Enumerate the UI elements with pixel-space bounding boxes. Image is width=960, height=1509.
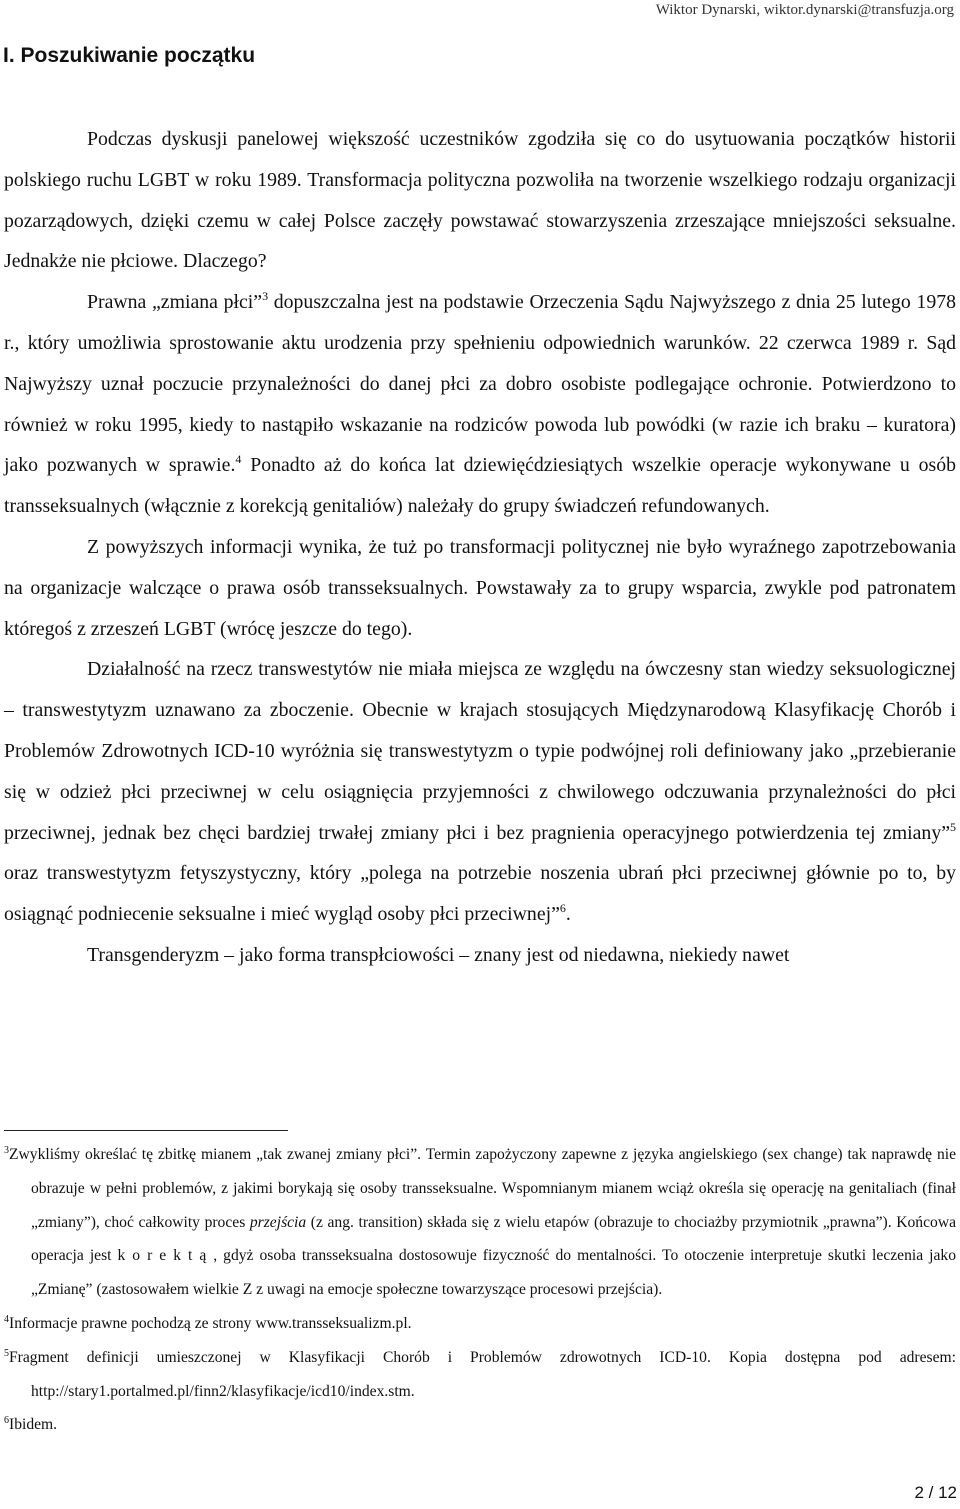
footnote-3-text-c: , gdyż osoba transseksualna dostosowuje fizyczność do mentalności. To otoczenie interpretuje skutki leczenia jako „Zmianę” (zastosowałem wielkie Z z uwagi na emocje społeczne towarzyszące procesowi przejścia). — [31, 1247, 956, 1299]
footnote-3-spaced-word: korektą — [117, 1247, 214, 1265]
footnote-4-number: 4 — [4, 1313, 9, 1325]
paragraph-2 — [4, 282, 956, 527]
paragraph-5: Transgenderyzm – jako forma transpłciowości – znany jest od niedawna, niekiedy nawet — [87, 943, 790, 966]
footnote-ref-3: 3 — [262, 289, 269, 304]
footnote-ref-4: 4 — [235, 452, 242, 467]
footnote-4-text: Informacje prawne pochodzą ze strony www.transseksualizm.pl. — [9, 1314, 412, 1332]
footnote-5 — [4, 1341, 956, 1409]
paragraph-2-text-b: dopuszczalna jest na podstawie Orzeczenia Sądu Najwyższego z dnia 25 lutego 1978 r., który umożliwia sprostowanie aktu urodzenia przy spełnieniu odpowiednich warunków. 22 czerwca 1989 r. Sąd Najwyższy uznał poczucie przynależności do danej płci za dobro osobiste podlegające ochronie. Potwierdzono to również w roku 1995, kiedy to nastąpiło wskazanie na rodziców powoda lub powódki (w razie ich braku – kuratora) jako pozwanych w sprawie. — [4, 291, 956, 477]
footnotes — [4, 1138, 956, 1442]
footnote-4 — [4, 1307, 956, 1341]
paragraph-4-text-c: . — [565, 903, 571, 926]
footnote-5-text: Fragment definicji umieszczonej w Klasyfikacji Chorób i Problemów zdrowotnych ICD-10. Kopia dostępna pod adresem: http://stary1.portalmed.pl/finn2/klasyfikacje/icd10/index.stm. — [9, 1348, 956, 1400]
footnote-ref-6: 6 — [559, 901, 566, 916]
footnote-3-text-b: (z ang. transition) składa się z wielu etapów (obrazuje to chociażby przymiotnik „prawna”). Końcowa operacja jest — [31, 1213, 956, 1265]
footnote-separator — [4, 1130, 288, 1131]
footnote-ref-5: 5 — [950, 819, 956, 834]
footnote-3-text-a: Zwykliśmy określać tę zbitkę mianem „tak zwanej zmiany płci”. Termin zapożyczony zapewne z języka angielskiego (sex change) tak naprawdę nie obrazuje w pełni problemów, z jakimi borykają się osoby transseksualne. Wspomnianym mianem wciąż określa się operację na genitaliach (finał „zmiany”), choć całkowity proces — [9, 1146, 956, 1231]
footnote-6-text: Ibidem. — [9, 1416, 58, 1434]
paragraph-4 — [4, 649, 956, 935]
paragraph-4-text-b: oraz transwestytyzm fetyszystyczny, który „polega na potrzebie noszenia ubrań płci przeciwnej głównie po to, by osiągnąć podniecenie seksualne i mieć wygląd osoby płci przeciwnej” — [4, 862, 956, 926]
footnote-3-italic: przejścia — [249, 1213, 307, 1231]
footnote-3 — [4, 1138, 956, 1307]
main-text — [4, 119, 956, 976]
paragraph-2-text-c: Ponadto aż do końca lat dziewięćdziesiątych wszelkie operacje wykonywane u osób transseksualnych (włącznie z korekcją genitaliów) należały do grupy świadczeń refundowanych. — [4, 454, 956, 518]
footnote-6-number: 6 — [4, 1415, 9, 1427]
footnote-3-number: 3 — [4, 1145, 9, 1156]
paragraph-1: Podczas dyskusji panelowej większość uczestników zgodziła się co do usytuowania początków historii polskiego ruchu LGBT w roku 1989. Transformacja polityczna pozwoliła na tworzenie wszelkiego rodzaju organizacji pozarządowych, dzięki czemu w całej Polsce zaczęły powstawać stowarzyszenia zrzeszające mniejszości seksualne. Jednakże nie płciowe. Dlaczego? — [4, 128, 956, 273]
page-header-author: Wiktor Dynarski, wiktor.dynarski@transfuzja.org — [655, 2, 954, 18]
paragraph-2-text-a: Prawna „zmiana płci” — [87, 291, 263, 314]
page-number: 2 / 12 — [914, 1483, 957, 1502]
footnote-5-number: 5 — [4, 1347, 9, 1359]
section-title: I. Poszukiwanie początku — [3, 44, 256, 67]
footnote-6 — [4, 1408, 956, 1442]
paragraph-3: Z powyższych informacji wynika, że tuż po transformacji politycznej nie było wyraźnego zapotrzebowania na organizacje walczące o prawa osób transseksualnych. Powstawały za to grupy wsparcia, zwykle pod patronatem któregoś z zrzeszeń LGBT (wrócę jeszcze do tego). — [4, 535, 956, 640]
paragraph-4-text-a: Działalność na rzecz transwestytów nie miała miejsca ze względu na ówczesny stan wiedzy seksuologicznej – transwestytyzm uznawano za zboczenie. Obecnie w krajach stosujących Międzynarodową Klasyfikację Chorób i Problemów Zdrowotnych ICD-10 wyróżnia się transwestytyzm o typie podwójnej roli definiowany jako „przebieranie się w odzież płci przeciwnej w celu osiągnięcia przyjemności z chwilowego odczuwania przynależności do płci przeciwnej, jednak bez chęci bardziej trwałej zmiany płci i bez pragnienia operacyjnego potwierdzenia tej zmiany” — [4, 658, 956, 844]
